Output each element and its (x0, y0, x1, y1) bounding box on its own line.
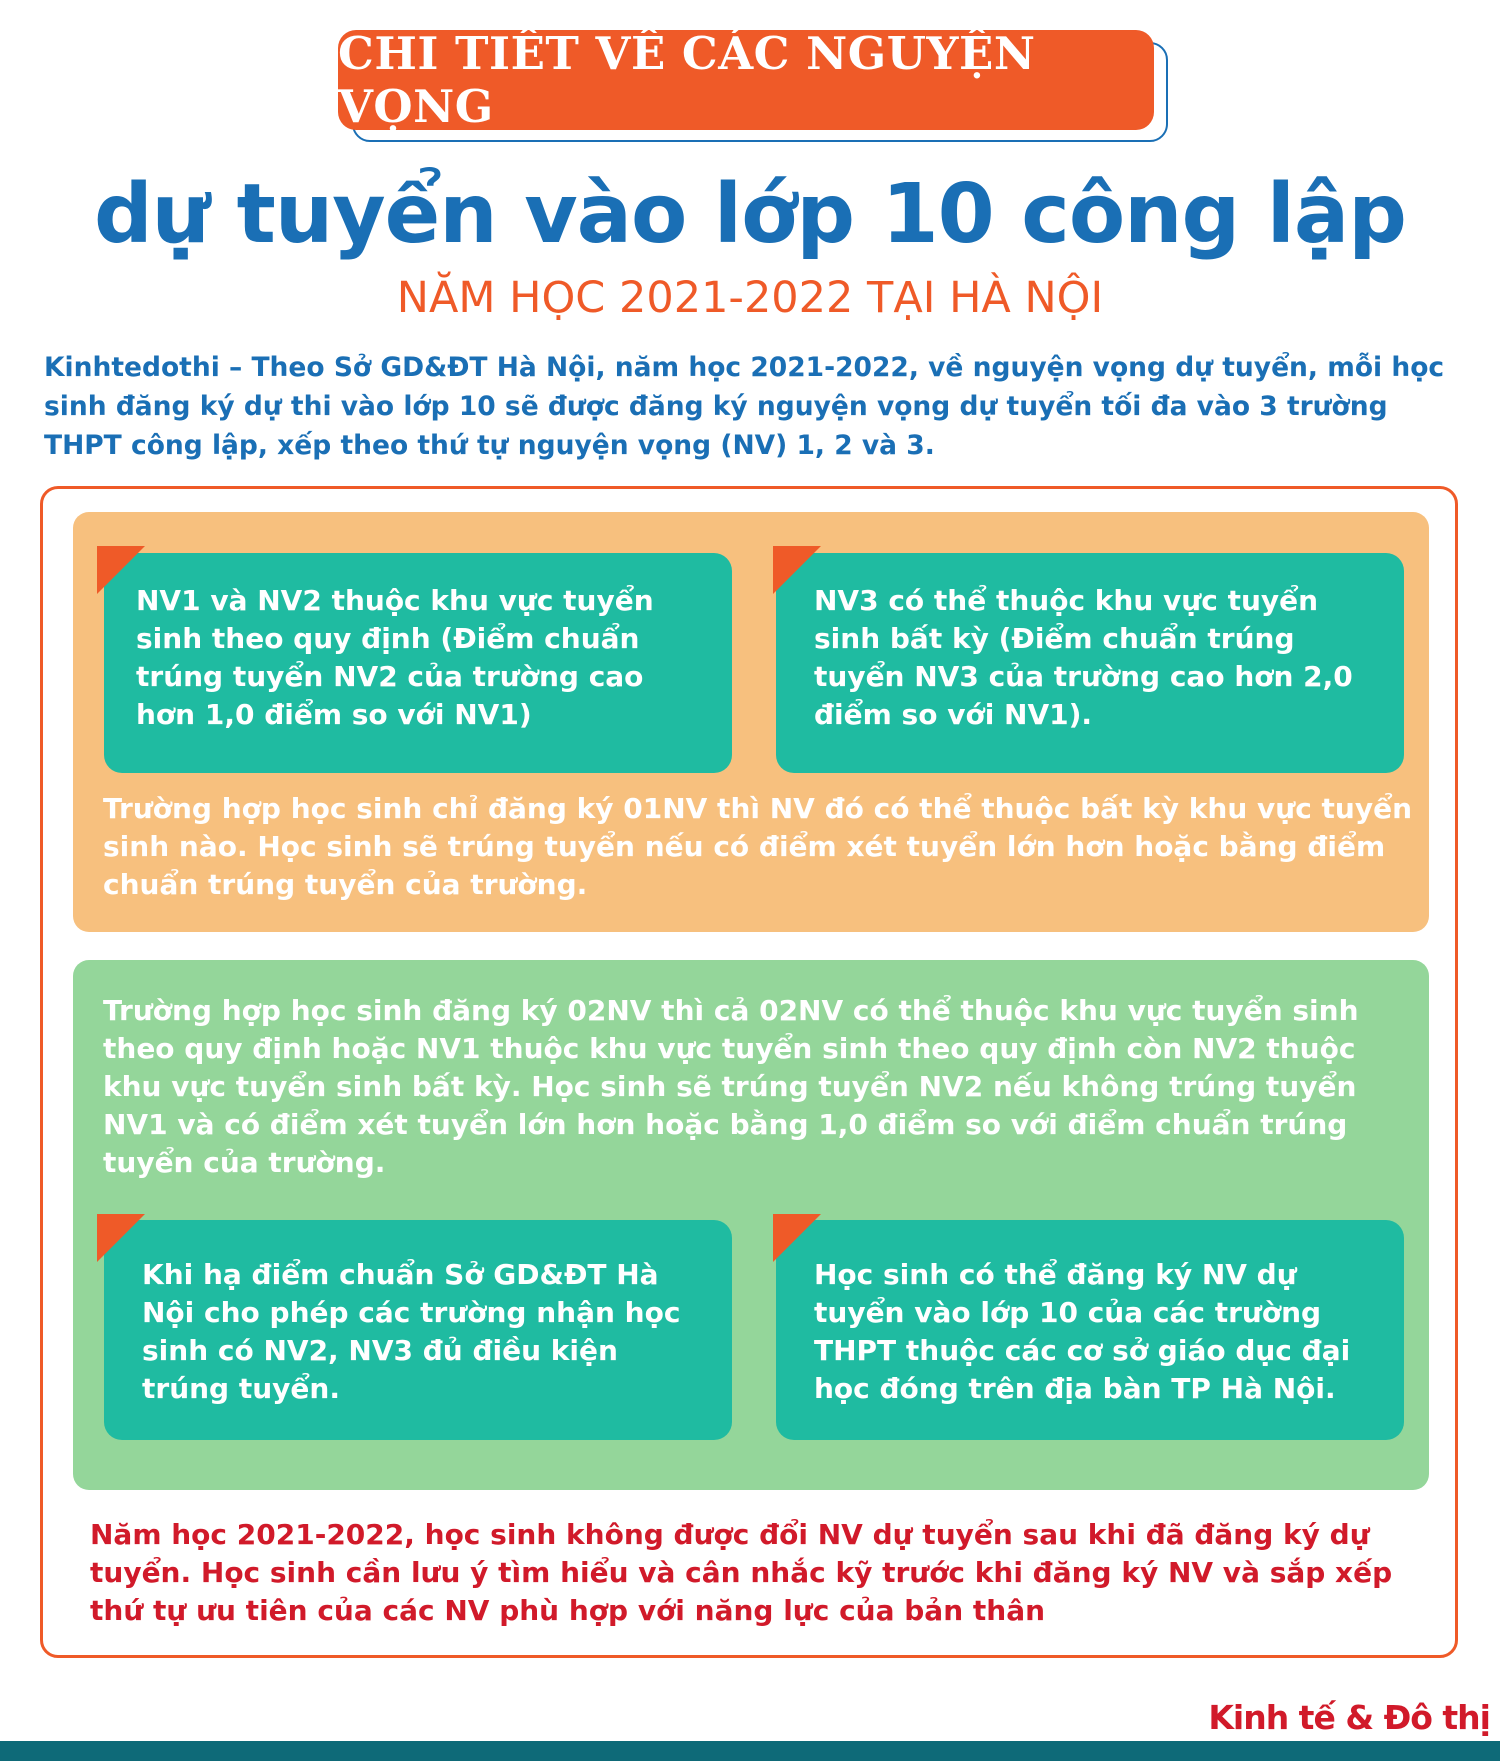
green-panel-note: Trường hợp học sinh đăng ký 02NV thì cả 02NV có thể thuộc khu vực tuyển sinh theo quy định hoặc NV1 thuộc khu vực tuyển sinh theo quy định còn NV2 thuộc khu vực tuyển sinh bất kỳ. Học sinh sẽ trúng tuyển NV2 nếu không trúng tuyển NV1 và có điểm xét tuyển lớn hơn hoặc bằng 1,0 điểm so với điểm chuẩn trúng tuyển của trường. (103, 994, 1359, 1179)
corner-flag-icon (773, 546, 821, 594)
intro-paragraph: Kinhtedothi – Theo Sở GD&ĐT Hà Nội, năm học 2021-2022, về nguyện vọng dự tuyển, mỗi học sinh đăng ký dự thi vào lớp 10 sẽ được đăng ký nguyện vọng dự tuyển tối đa vào 3 trường THPT công lập, xếp theo thứ tự nguyện vọng (NV) 1, 2 và 3. (44, 352, 1445, 461)
subheadline: NĂM HỌC 2021-2022 TẠI HÀ NỘI (396, 273, 1104, 323)
corner-flag-icon (97, 1214, 145, 1262)
card-lower-cutoff (104, 1220, 732, 1440)
footer-bar (0, 1741, 1500, 1761)
card-text: Học sinh có thể đăng ký NV dự tuyển vào lớp 10 của các trường THPT thuộc các cơ sở giáo dục đại học đóng trên địa bàn TP Hà Nội. (814, 1258, 1351, 1405)
card-text: NV1 và NV2 thuộc khu vực tuyển sinh theo quy định (Điểm chuẩn trúng tuyển NV2 của trường cao hơn 1,0 điểm so với NV1) (136, 584, 654, 731)
headline: dự tuyển vào lớp 10 công lập (94, 167, 1406, 262)
card-text: Khi hạ điểm chuẩn Sở GD&ĐT Hà Nội cho phép các trường nhận học sinh có NV2, NV3 đủ điều kiện trúng tuyển. (142, 1258, 681, 1405)
title-badge (338, 27, 1154, 133)
publisher-logo (1208, 1698, 1490, 1737)
card-university-schools (776, 1220, 1404, 1440)
title-badge-text: CHI TIẾT VỀ CÁC NGUYỆN VỌNG (338, 27, 1036, 133)
card-nv3 (776, 553, 1404, 773)
warning-note: Năm học 2021-2022, học sinh không được đổi NV dự tuyển sau khi đã đăng ký dự tuyển. Học sinh cần lưu ý tìm hiểu và cân nhắc kỹ trước khi đăng ký NV và sắp xếp thứ tự ưu tiên của các NV phù hợp với năng lực của bản thân (90, 1518, 1393, 1627)
corner-flag-icon (773, 1214, 821, 1262)
card-text: NV3 có thể thuộc khu vực tuyển sinh bất kỳ (Điểm chuẩn trúng tuyển NV3 của trường cao hơn 2,0 điểm so với NV1). (814, 584, 1353, 731)
orange-panel-note: Trường hợp học sinh chỉ đăng ký 01NV thì NV đó có thể thuộc bất kỳ khu vực tuyển sinh nào. Học sinh sẽ trúng tuyển nếu có điểm xét tuyển lớn hơn hoặc bằng điểm chuẩn trúng tuyển của trường. (103, 792, 1413, 901)
logo-text: Kinh tế & Đô thị (1208, 1698, 1490, 1737)
corner-flag-icon (97, 546, 145, 594)
card-nv1-nv2 (104, 553, 732, 773)
